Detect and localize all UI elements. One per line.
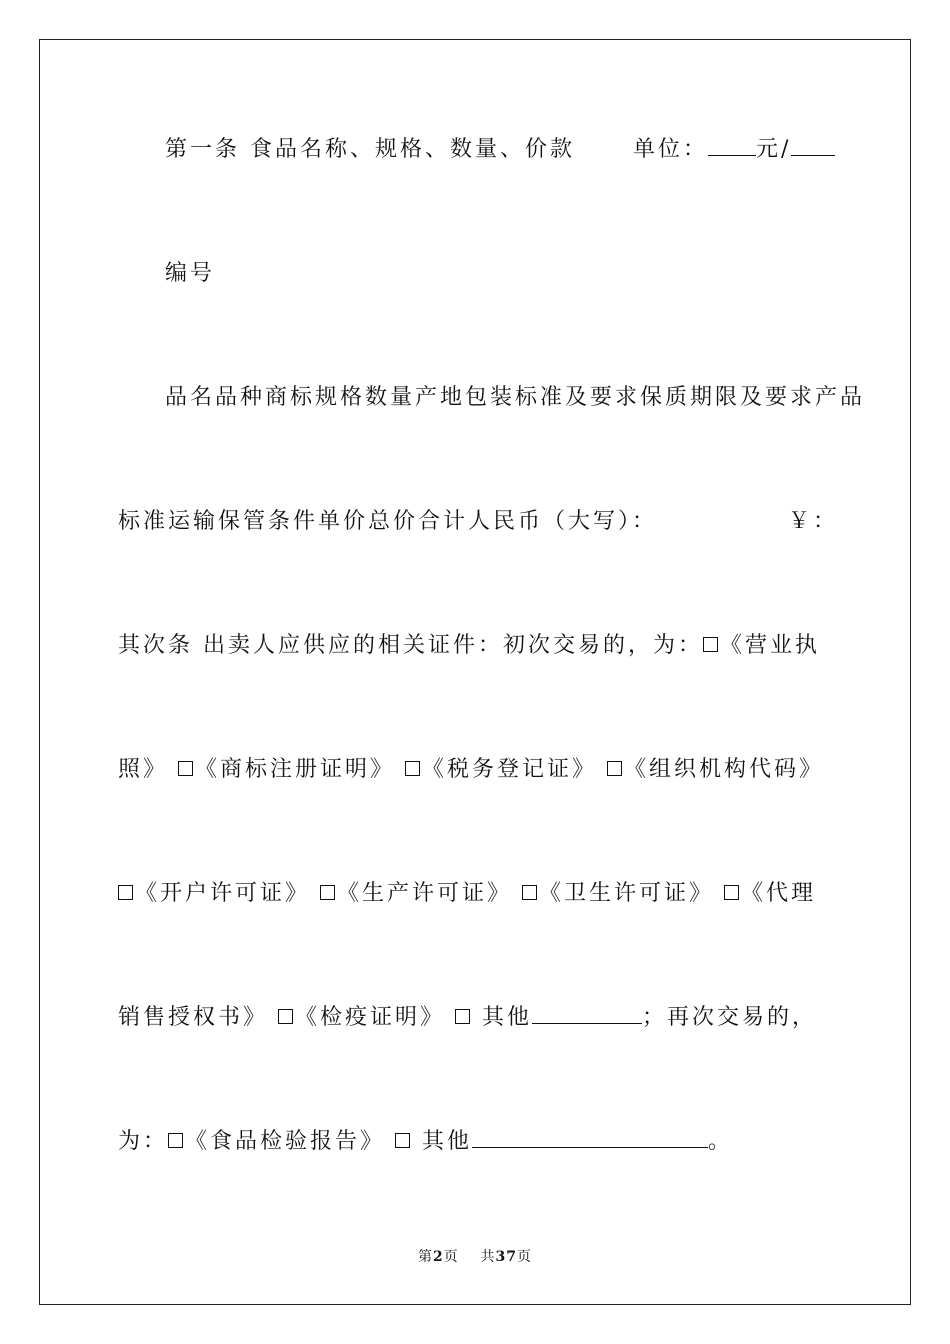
doc-business-license-b: 照》 xyxy=(118,757,169,782)
doc-trademark: 《商标注册证明》 xyxy=(195,757,396,782)
doc-agency-b: 销售授权书》 xyxy=(118,1005,269,1030)
unit-price-blank[interactable] xyxy=(708,135,756,156)
doc-hygiene: 《卫生许可证》 xyxy=(539,881,715,906)
checkbox-trademark[interactable] xyxy=(178,761,193,776)
unit-label: 单位： xyxy=(633,137,709,162)
checkbox-account[interactable] xyxy=(118,885,133,900)
yen-label: ￥： xyxy=(788,509,839,534)
doc-quarantine: 《检疫证明》 xyxy=(295,1005,446,1030)
checkbox-org-code[interactable] xyxy=(607,761,622,776)
footer-prefix: 第 xyxy=(417,1249,433,1265)
checkbox-agency[interactable] xyxy=(724,885,739,900)
checkbox-hygiene[interactable] xyxy=(522,885,537,900)
other-label-2: 其他 xyxy=(422,1129,473,1154)
doc-account: 《开户许可证》 xyxy=(135,881,311,906)
checkbox-other-2[interactable] xyxy=(395,1133,410,1148)
footer-page-suffix: 页 xyxy=(443,1249,459,1265)
other-label-1: 其他 xyxy=(482,1005,533,1030)
article2-line-4 xyxy=(118,1003,817,1033)
unit-quantity-blank[interactable] xyxy=(791,135,835,156)
unit-mid: 元/ xyxy=(756,137,792,162)
doc-tax: 《税务登记证》 xyxy=(422,757,598,782)
article2-intro: 其次条 出卖人应供应的相关证件：初次交易的，为： xyxy=(118,633,703,658)
columns-line-1: 品名品种商标规格数量产地包装标准及要求保质期限及要求产品 xyxy=(165,385,866,410)
doc-org-code: 《组织机构代码》 xyxy=(624,757,825,782)
page-border xyxy=(39,39,911,1305)
doc-production: 《生产许可证》 xyxy=(337,881,513,906)
other-blank-1[interactable] xyxy=(532,1003,642,1024)
for-label: 为： xyxy=(118,1129,169,1154)
checkbox-other-1[interactable] xyxy=(455,1009,470,1024)
checkbox-quarantine[interactable] xyxy=(278,1009,293,1024)
article1-heading-line xyxy=(165,135,835,165)
checkbox-tax[interactable] xyxy=(405,761,420,776)
footer-total-suffix: 页 xyxy=(517,1249,533,1265)
checkbox-inspection[interactable] xyxy=(168,1133,183,1148)
article1-heading: 第一条 食品名称、规格、数量、价款 xyxy=(165,137,575,162)
checkbox-production[interactable] xyxy=(320,885,335,900)
other-blank-2[interactable] xyxy=(472,1127,708,1148)
columns-line-2: 标准运输保管条件单价总价合计人民币（大写）： xyxy=(118,509,658,534)
footer-total-pages: 37 xyxy=(495,1249,518,1265)
page-footer xyxy=(0,1246,950,1266)
serial-label: 编号 xyxy=(165,261,216,286)
checkbox-business-license[interactable] xyxy=(703,637,718,652)
end-mark: 。 xyxy=(708,1129,734,1154)
footer-total-prefix: 共 xyxy=(480,1249,496,1265)
doc-agency-a: 《代理 xyxy=(741,881,817,906)
article2-line-1 xyxy=(118,631,820,661)
article2-line-2 xyxy=(118,755,824,785)
repeat-trade-text: ；再次交易的， xyxy=(642,1005,818,1030)
footer-page-number: 2 xyxy=(432,1249,444,1265)
article2-line-5 xyxy=(118,1127,733,1157)
doc-business-license-a: 《营业执 xyxy=(720,633,821,658)
doc-inspection: 《食品检验报告》 xyxy=(185,1129,386,1154)
article2-line-3 xyxy=(118,879,816,909)
